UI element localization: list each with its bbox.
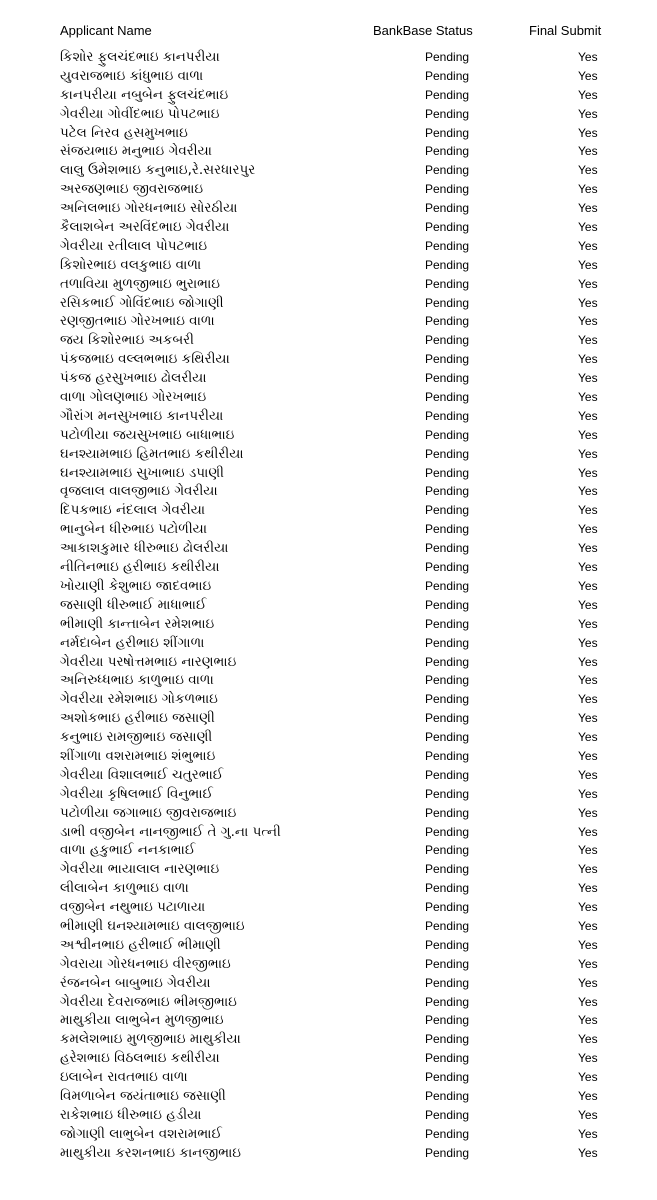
- table-row: [0, 1125, 657, 1144]
- final-submit-cell: Yes: [578, 937, 598, 952]
- applicant-name-cell: અનિલભાઇ ગોરધનભાઇ સોરઠીયા: [60, 200, 238, 217]
- applicant-name-cell: ગેવરાયા ગોરધનભાઇ વીરજીભાઇ: [60, 955, 231, 972]
- applicant-name-cell: રસિકભાઈ ગોવિંદભાઇ જોગાણી: [60, 294, 224, 311]
- applicant-name-cell: ઘનશ્યામભાઇ સુખાભાઇ ડપાણી: [60, 464, 224, 481]
- applicant-name-cell: માથુકીયા કરશનભાઇ કાનજીભાઇ: [60, 1144, 241, 1161]
- final-submit-cell: Yes: [578, 163, 598, 178]
- applicant-name-cell: ગેવરીયા વિશાલભાઈ ચતુરભાઈ: [60, 766, 224, 783]
- table-row: [0, 1030, 657, 1049]
- table-row: [0, 482, 657, 501]
- final-submit-cell: Yes: [578, 918, 598, 933]
- applicant-name-cell: ગેવરીયા ભાયાલાલ નારણભાઇ: [60, 861, 220, 878]
- final-submit-cell: Yes: [578, 1126, 598, 1141]
- table-row: [0, 860, 657, 879]
- applicant-name-cell: ડાભી વજીબેન નાનજીભાઈ તે ગુ.ના પત્ની: [60, 823, 281, 840]
- bankbase-status-cell: Pending: [425, 295, 470, 310]
- applicant-name-cell: જોગાણી લાભુબેન વશરામભાઈ: [60, 1125, 222, 1142]
- table-row: [0, 350, 657, 369]
- final-submit-cell: Yes: [578, 597, 598, 612]
- bankbase-status-cell: Pending: [425, 314, 470, 329]
- bankbase-status-cell: Pending: [425, 692, 470, 707]
- table-row: [0, 1068, 657, 1087]
- bankbase-status-cell: Pending: [425, 654, 470, 669]
- final-submit-cell: Yes: [578, 730, 598, 745]
- final-submit-cell: Yes: [578, 805, 598, 820]
- final-submit-cell: Yes: [578, 956, 598, 971]
- applicant-name-cell: ગેવરીયા રમેશભાઇ ગોકળભાઇ: [60, 691, 218, 708]
- applicant-name-cell: લાલુ ઉમેશભાઇ કનુભાઇ,રે.સરધારપુર: [60, 162, 256, 179]
- applicant-name-cell: હરેશભાઇ વિઠલભાઇ કથીરીયા: [60, 1050, 220, 1067]
- table-row: [0, 218, 657, 237]
- table-row: [0, 879, 657, 898]
- final-submit-cell: Yes: [578, 748, 598, 763]
- table-row: [0, 294, 657, 313]
- applicant-name-cell: વાળા ગોલણભાઇ ગોરખભાઇ: [60, 389, 207, 406]
- bankbase-status-cell: Pending: [425, 673, 470, 688]
- table-row: [0, 1144, 657, 1163]
- bankbase-status-cell: Pending: [425, 616, 470, 631]
- final-submit-cell: Yes: [578, 1107, 598, 1122]
- final-submit-cell: Yes: [578, 1145, 598, 1160]
- final-submit-cell: Yes: [578, 522, 598, 537]
- applicant-name-cell: પટેલ નિરવ હસમુખભાઇ: [60, 124, 188, 141]
- bankbase-status-cell: Pending: [425, 1107, 470, 1122]
- bankbase-status-cell: Pending: [425, 87, 470, 102]
- bankbase-status-cell: Pending: [425, 824, 470, 839]
- bankbase-status-cell: Pending: [425, 786, 470, 801]
- bankbase-status-cell: Pending: [425, 748, 470, 763]
- table-row: [0, 804, 657, 823]
- final-submit-cell: Yes: [578, 446, 598, 461]
- bankbase-status-cell: Pending: [425, 1051, 470, 1066]
- applicant-name-cell: નીતિનભાઇ હરીભાઇ કથીરીયા: [60, 559, 220, 576]
- table-row: [0, 728, 657, 747]
- table-row: [0, 671, 657, 690]
- bankbase-status-cell: Pending: [425, 201, 470, 216]
- final-submit-cell: Yes: [578, 711, 598, 726]
- final-submit-cell: Yes: [578, 900, 598, 915]
- header-bankbase-status: BankBase Status: [373, 23, 473, 38]
- final-submit-cell: Yes: [578, 50, 598, 64]
- table-row: [0, 709, 657, 728]
- final-submit-cell: Yes: [578, 654, 598, 669]
- applicant-name-cell: ગેવરીયા દેવરાજભાઇ ભીમજીભાઇ: [60, 993, 237, 1010]
- bankbase-status-cell: Pending: [425, 257, 470, 272]
- table-row: [0, 1011, 657, 1030]
- final-submit-cell: Yes: [578, 975, 598, 990]
- applicant-name-cell: વૃજલાલ વાલજીભાઇ ગેવરીયા: [60, 483, 218, 500]
- final-submit-cell: Yes: [578, 824, 598, 839]
- bankbase-status-cell: Pending: [425, 427, 470, 442]
- final-submit-cell: Yes: [578, 541, 598, 556]
- final-submit-cell: Yes: [578, 994, 598, 1009]
- bankbase-status-cell: Pending: [425, 767, 470, 782]
- final-submit-cell: Yes: [578, 843, 598, 858]
- final-submit-cell: Yes: [578, 465, 598, 480]
- final-submit-cell: Yes: [578, 1088, 598, 1103]
- applicant-name-cell: કિશોરભાઇ વલકુભાઇ વાળા: [60, 256, 202, 273]
- final-submit-cell: Yes: [578, 484, 598, 499]
- table-row: [0, 993, 657, 1012]
- bankbase-status-cell: Pending: [425, 276, 470, 291]
- table-row: [0, 577, 657, 596]
- final-submit-cell: Yes: [578, 106, 598, 121]
- final-submit-cell: Yes: [578, 635, 598, 650]
- applicant-name-cell: પટોળીયા જયસુખભાઇ બાધાભાઇ: [60, 426, 235, 443]
- applicant-name-cell: રણજીતભાઇ ગોરખભાઇ વાળા: [60, 313, 215, 330]
- table-row: [0, 105, 657, 124]
- header-applicant-name: Applicant Name: [60, 23, 152, 38]
- table-row: [0, 388, 657, 407]
- bankbase-status-cell: Pending: [425, 711, 470, 726]
- applicant-name-cell: ગેવરીયા ગોવીંદભાઇ પોપટભાઇ: [60, 105, 220, 122]
- applicant-name-cell: વાળા હકુભાઈ નનકાભાઈ: [60, 842, 196, 859]
- final-submit-cell: Yes: [578, 692, 598, 707]
- bankbase-status-cell: Pending: [425, 1013, 470, 1028]
- bankbase-status-cell: Pending: [425, 956, 470, 971]
- final-submit-cell: Yes: [578, 314, 598, 329]
- table-row: [0, 256, 657, 275]
- applicant-name-cell: દિપકભાઇ નંદલાલ ગેવરીયા: [60, 502, 206, 519]
- table-row: [0, 369, 657, 388]
- bankbase-status-cell: Pending: [425, 522, 470, 537]
- applicant-name-cell: પટોળીયા જગાભાઇ જીવરાજભાઇ: [60, 804, 237, 821]
- applicant-name-cell: કૈલાશબેન અરવિંદભાઇ ગેવરીયા: [60, 219, 230, 236]
- final-submit-cell: Yes: [578, 786, 598, 801]
- applicant-name-cell: કાનપરીયા નબુબેન ફુલચંદભાઇ: [60, 86, 229, 103]
- table-row: [0, 539, 657, 558]
- bankbase-status-cell: Pending: [425, 900, 470, 915]
- applicant-name-cell: આકાશકુમાર ધીરુભાઇ ઢોલરીયા: [60, 540, 229, 557]
- table-row: [0, 48, 657, 67]
- table-row: [0, 1049, 657, 1068]
- table-row: [0, 747, 657, 766]
- table-row: [0, 331, 657, 350]
- bankbase-status-cell: Pending: [425, 975, 470, 990]
- final-submit-cell: Yes: [578, 201, 598, 216]
- table-row: [0, 596, 657, 615]
- table-row: [0, 1106, 657, 1125]
- bankbase-status-cell: Pending: [425, 918, 470, 933]
- bankbase-status-cell: Pending: [425, 1088, 470, 1103]
- applicant-name-cell: માથુકીયા લાભુબેન મુળજીભાઇ: [60, 1012, 224, 1029]
- applicant-name-cell: અરજણભાઇ જીવરાજભાઇ: [60, 181, 204, 198]
- applicant-name-cell: ભીમાણી કાન્તાબેન રમેશભાઇ: [60, 615, 215, 632]
- final-submit-cell: Yes: [578, 503, 598, 518]
- bankbase-status-cell: Pending: [425, 560, 470, 575]
- table-row: [0, 520, 657, 539]
- final-submit-cell: Yes: [578, 295, 598, 310]
- final-submit-cell: Yes: [578, 862, 598, 877]
- table-row: [0, 180, 657, 199]
- final-submit-cell: Yes: [578, 276, 598, 291]
- table-row: [0, 766, 657, 785]
- table-row: [0, 407, 657, 426]
- table-row: [0, 955, 657, 974]
- bankbase-status-cell: Pending: [425, 106, 470, 121]
- applicant-name-cell: વિમળાબેન જયંતાભાઇ જસાણી: [60, 1087, 226, 1104]
- bankbase-status-cell: Pending: [425, 446, 470, 461]
- bankbase-status-cell: Pending: [425, 541, 470, 556]
- final-submit-cell: Yes: [578, 1070, 598, 1085]
- table-row: [0, 142, 657, 161]
- final-submit-cell: Yes: [578, 220, 598, 235]
- applicant-name-cell: અનિરુધ્ધભાઇ કાળુભાઇ વાળા: [60, 672, 214, 689]
- applicant-name-cell: વજીબેન નથુભાઇ પટાળાયા: [60, 899, 206, 916]
- bankbase-status-cell: Pending: [425, 1032, 470, 1047]
- table-row: [0, 653, 657, 672]
- bankbase-status-cell: Pending: [425, 182, 470, 197]
- bankbase-status-cell: Pending: [425, 371, 470, 386]
- final-submit-cell: Yes: [578, 333, 598, 348]
- applicant-name-cell: યુવરાજભાઇ કાંધુભાઇ વાળા: [60, 67, 204, 84]
- applicant-name-cell: ખોયાણી કેશુભાઇ જાદવભાઇ: [60, 577, 212, 594]
- applicant-name-cell: ગૌરાંગ મનસુખભાઇ કાનપરીયા: [60, 407, 224, 424]
- bankbase-status-cell: Pending: [425, 68, 470, 83]
- final-submit-cell: Yes: [578, 560, 598, 575]
- bankbase-status-cell: Pending: [425, 843, 470, 858]
- final-submit-cell: Yes: [578, 673, 598, 688]
- table-row: [0, 634, 657, 653]
- bankbase-status-cell: Pending: [425, 578, 470, 593]
- bankbase-status-cell: Pending: [425, 503, 470, 518]
- final-submit-cell: Yes: [578, 1032, 598, 1047]
- table-row: [0, 974, 657, 993]
- table-row: [0, 1087, 657, 1106]
- table-row: [0, 841, 657, 860]
- applicant-name-cell: કનુભાઇ રામજીભાઇ જસાણી: [60, 729, 213, 746]
- bankbase-status-cell: Pending: [425, 937, 470, 952]
- applicant-name-cell: અશ્વીનભાઇ હરીભાઈ ભીમાણી: [60, 936, 221, 953]
- table-row: [0, 785, 657, 804]
- applicant-name-cell: ઘનશ્યામભાઇ હિમતભાઇ કથીરીયા: [60, 445, 244, 462]
- table-row: [0, 312, 657, 331]
- table-row: [0, 86, 657, 105]
- bankbase-status-cell: Pending: [425, 465, 470, 480]
- bankbase-status-cell: Pending: [425, 163, 470, 178]
- applicant-list: [0, 48, 657, 1163]
- applicant-name-cell: ગેવરીયા રતીલાલ પોપટભાઇ: [60, 237, 208, 254]
- bankbase-status-cell: Pending: [425, 881, 470, 896]
- table-row: [0, 161, 657, 180]
- table-row: [0, 67, 657, 86]
- applicant-name-cell: સંજયભાઇ મનુભાઇ ગેવરીયા: [60, 143, 212, 160]
- applicant-name-cell: ગેવરીયા પરષોત્તમભાઇ નારણભાઇ: [60, 653, 237, 670]
- bankbase-status-cell: Pending: [425, 862, 470, 877]
- final-submit-cell: Yes: [578, 352, 598, 367]
- final-submit-cell: Yes: [578, 182, 598, 197]
- table-row: [0, 501, 657, 520]
- applicant-name-cell: જસાણી ધીરુભાઈ માધાભાઈ: [60, 596, 207, 613]
- bankbase-status-cell: Pending: [425, 1070, 470, 1085]
- applicant-name-cell: કમલેશભાઇ મુળજીભાઇ માથુકીયા: [60, 1031, 241, 1048]
- table-row: [0, 124, 657, 143]
- applicant-name-cell: ગેવરીયા કૃષિલભાઈ વિનુભાઈ: [60, 785, 213, 802]
- bankbase-status-cell: Pending: [425, 1145, 470, 1160]
- final-submit-cell: Yes: [578, 616, 598, 631]
- bankbase-status-cell: Pending: [425, 408, 470, 423]
- header-final-submit: Final Submit: [529, 23, 602, 38]
- applicant-name-cell: કિશોર ફુલચંદભાઇ કાનપરીયા: [60, 49, 220, 65]
- final-submit-cell: Yes: [578, 87, 598, 102]
- table-row: [0, 936, 657, 955]
- final-submit-cell: Yes: [578, 1013, 598, 1028]
- table-row: [0, 199, 657, 218]
- final-submit-cell: Yes: [578, 125, 598, 140]
- applicant-name-cell: જય કિશોરભાઇ અકબરી: [60, 332, 194, 349]
- bankbase-status-cell: Pending: [425, 390, 470, 405]
- applicant-name-cell: રાકેશભાઇ ધીરુભાઇ હડીયા: [60, 1106, 202, 1123]
- applicant-name-cell: અશોકભાઇ હરીભાઇ જસાણી: [60, 710, 215, 727]
- applicant-name-cell: શીંગાળા વશરામભાઇ શંભુભાઇ: [60, 747, 216, 764]
- final-submit-cell: Yes: [578, 881, 598, 896]
- table-row: [0, 275, 657, 294]
- bankbase-status-cell: Pending: [425, 597, 470, 612]
- table-row: [0, 464, 657, 483]
- bankbase-status-cell: Pending: [425, 805, 470, 820]
- applicant-name-cell: પંકજ હરસુખભાઇ ઢોલરીયા: [60, 370, 207, 387]
- bankbase-status-cell: Pending: [425, 238, 470, 253]
- final-submit-cell: Yes: [578, 68, 598, 83]
- bankbase-status-cell: Pending: [425, 125, 470, 140]
- final-submit-cell: Yes: [578, 408, 598, 423]
- final-submit-cell: Yes: [578, 257, 598, 272]
- table-row: [0, 823, 657, 842]
- table-row: [0, 690, 657, 709]
- bankbase-status-cell: Pending: [425, 144, 470, 159]
- table-row: [0, 558, 657, 577]
- applicant-name-cell: ભીમાણી ઘનશ્યામભાઇ વાલજીભાઇ: [60, 917, 245, 934]
- final-submit-cell: Yes: [578, 238, 598, 253]
- bankbase-status-cell: Pending: [425, 484, 470, 499]
- table-row: [0, 898, 657, 917]
- table-row: [0, 615, 657, 634]
- bankbase-status-cell: Pending: [425, 352, 470, 367]
- applicant-name-cell: પંકજભાઇ વલ્લભભાઇ કથિરીયા: [60, 351, 230, 368]
- bankbase-status-cell: Pending: [425, 635, 470, 650]
- bankbase-status-cell: Pending: [425, 994, 470, 1009]
- final-submit-cell: Yes: [578, 427, 598, 442]
- final-submit-cell: Yes: [578, 390, 598, 405]
- bankbase-status-cell: Pending: [425, 50, 470, 64]
- bankbase-status-cell: Pending: [425, 333, 470, 348]
- table-row: [0, 237, 657, 256]
- final-submit-cell: Yes: [578, 371, 598, 386]
- applicant-name-cell: નર્મદાબેન હરીભાઇ શીંગાળા: [60, 634, 205, 651]
- final-submit-cell: Yes: [578, 578, 598, 593]
- bankbase-status-cell: Pending: [425, 220, 470, 235]
- applicant-name-cell: રંજનબેન બાબુભાઇ ગેવરીયા: [60, 974, 211, 991]
- applicant-name-cell: ભાનુબેન ધીરુભાઇ પટોળીયા: [60, 521, 208, 538]
- applicant-name-cell: ઇલાબેન રાવતભાઇ વાળા: [60, 1069, 188, 1086]
- bankbase-status-cell: Pending: [425, 730, 470, 745]
- final-submit-cell: Yes: [578, 767, 598, 782]
- final-submit-cell: Yes: [578, 144, 598, 159]
- table-row: [0, 426, 657, 445]
- applicant-name-cell: તળાવિયા મુળજીભાઇ ભુરાભાઇ: [60, 275, 220, 292]
- table-row: [0, 917, 657, 936]
- applicant-name-cell: લીલાબેન કાળુભાઇ વાળા: [60, 880, 189, 897]
- final-submit-cell: Yes: [578, 1051, 598, 1066]
- bankbase-status-cell: Pending: [425, 1126, 470, 1141]
- table-row: [0, 445, 657, 464]
